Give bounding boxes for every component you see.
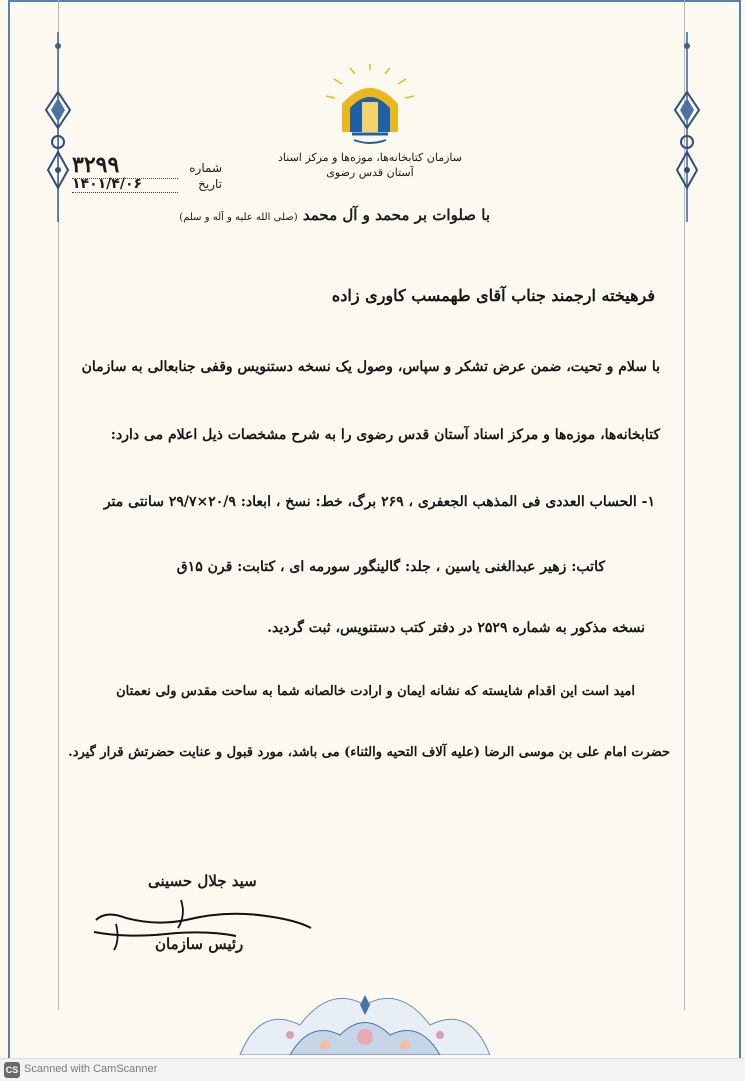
- body-line-2: کتابخانه‌ها، موزه‌ها و مرکز اسناد آستان قدس رضوی را به شرح مشخصات ذیل اعلام می دارد:: [110, 427, 660, 443]
- scanner-watermark: Scanned with CamScanner: [24, 1063, 158, 1075]
- organization-name: [270, 150, 470, 180]
- letter-date-row: [72, 176, 222, 200]
- right-ornament-icon: [669, 32, 705, 222]
- scribe-details-line: کاتب: زهیر عبدالغنی یاسین ، جلد: گالینگور سورمه ای ، کتابت: قرن ۱۵ق: [176, 559, 605, 575]
- closing-line-2: حضرت امام علی بن موسی الرضا (علیه آلاف التحیه والثناء) می باشد، مورد قبول و عنایت حضرتش قرار گیرد.: [68, 745, 670, 760]
- manuscript-details-line: ۱- الحساب العددی فی المذهب الجعفری ، ۲۶۹ برگ، خط: نسخ ، ابعاد: ۲۰/۹×۲۹/۷ سانتی متر: [103, 494, 655, 510]
- left-ornament-icon: [40, 32, 76, 222]
- letter-number-row: [72, 152, 222, 176]
- salutation-main: با صلوات بر محمد و آل محمد: [302, 206, 490, 224]
- registration-line: نسخه مذکور به شماره ۲۵۲۹ در دفتر کتب دستنویس، ثبت گردید.: [267, 620, 645, 636]
- org-name-line2: آستان قدس رضوی: [326, 166, 414, 179]
- date-label: تاریخ: [198, 177, 222, 191]
- date-value: ۱۴۰۱/۴/۰۶: [72, 176, 178, 193]
- letter-meta: [72, 152, 222, 200]
- closing-line-1: امید است این اقدام شایسته که نشانه ایمان و ارادت خالصانه شما به ساحت مقدس ولی نعمتان: [116, 684, 635, 699]
- bottom-arabesque-icon: [230, 965, 500, 1055]
- recipient-line: فرهیخته ارجمند جناب آقای طهمسب کاوری زاده: [331, 286, 655, 305]
- signatory-title: رئیس سازمان: [155, 935, 244, 953]
- camscanner-logo-icon: CS: [4, 1062, 20, 1078]
- number-label: شماره: [189, 161, 222, 175]
- signatory-name: سید جلال حسینی: [148, 872, 257, 890]
- number-value: ۳۲۹۹: [72, 152, 178, 179]
- scanner-footer: [0, 1058, 745, 1081]
- organization-logo-icon: [320, 62, 420, 152]
- salutation-small: (صلی الله علیه و آله و سلم): [179, 212, 298, 223]
- salutation: [179, 206, 490, 224]
- body-line-1: با سلام و تحیت، ضمن عرض تشکر و سپاس، وصول یک نسخه دستنویس وقفی جنابعالی به سازمان: [81, 359, 660, 375]
- org-name-line1: سازمان کتابخانه‌ها، موزه‌ها و مرکز اسناد: [278, 151, 462, 164]
